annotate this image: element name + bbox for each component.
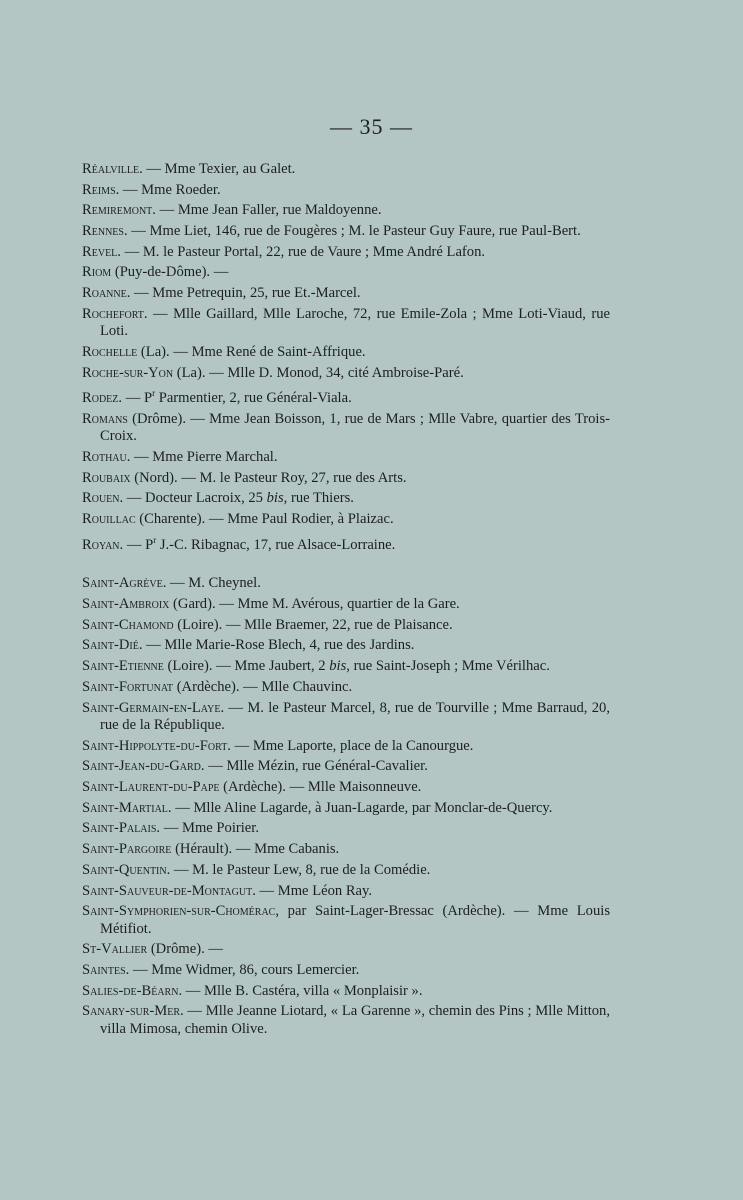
directory-entry: [82, 470, 610, 488]
directory-entry: [82, 883, 610, 901]
entry-place: Saint-Hippolyte-du-Fort.: [82, 737, 231, 754]
directory-entry: [82, 161, 610, 179]
entry-place: Reims.: [82, 181, 120, 198]
entry-place: Réalville.: [82, 161, 143, 177]
directory-entry: [82, 223, 610, 241]
entry-place: Riom: [82, 264, 112, 281]
entry-place: Roubaix: [82, 469, 131, 486]
directory-entry: [82, 202, 610, 220]
directory-entry: [82, 264, 610, 282]
entry-description: (Gard). — Mme M. Avérous, quartier de la Gare.: [169, 596, 460, 613]
directory-entry: [82, 862, 610, 880]
directory-entry: [82, 800, 610, 818]
entry-description: — Docteur Lacroix, 25 bis, rue Thiers.: [123, 490, 354, 507]
entry-place: Rochelle: [82, 344, 138, 360]
entry-description: — Mme Widmer, 86, cours Lemercier.: [129, 962, 360, 979]
entry-description: — Mme Roeder.: [119, 181, 221, 198]
entry-place: Saint-Pargoire: [82, 841, 172, 858]
entry-description: — Mlle Aline Lagarde, à Juan-Lagarde, par Monclar-de-Quercy.: [171, 799, 553, 816]
entry-description: (Hérault). — Mme Cabanis.: [171, 841, 340, 858]
entry-description: — Mme Petrequin, 25, rue Et.-Marcel.: [130, 285, 361, 302]
entry-place: Saint-Palais.: [82, 820, 161, 837]
entry-place: Royan.: [82, 536, 124, 553]
entry-description: (La). — Mme René de Saint-Affrique.: [137, 344, 366, 360]
entry-description: (Nord). — M. le Pasteur Roy, 27, rue des Arts.: [130, 469, 407, 486]
directory-entry: [82, 511, 610, 529]
directory-entry: [82, 637, 610, 655]
directory-entry: [82, 758, 610, 776]
directory-list: [82, 161, 610, 1042]
entry-description: — Mlle Jeanne Liotard, « La Garenne », chemin des Pins ; Mlle Mitton, villa Mimosa, chemin Olive.: [100, 1003, 610, 1037]
entry-description: — Mme Jean Faller, rue Maldoyenne.: [155, 202, 382, 219]
entry-description: — Mlle Mézin, rue Général-Cavalier.: [204, 758, 428, 775]
entry-description: — M. le Pasteur Portal, 22, rue de Vaure ; Mme André Lafon.: [120, 243, 486, 260]
directory-entry: [82, 385, 610, 407]
entry-place: Rothau.: [82, 449, 131, 466]
directory-entry: [82, 306, 610, 341]
entry-description: (Drôme). —: [147, 941, 223, 958]
entry-description: (Drôme). — Mme Jean Boisson, 1, rue de Mars ; Mlle Vabre, quartier des Trois-Croix.: [100, 410, 610, 445]
directory-entry: [82, 962, 610, 980]
entry-description: (Loire). — Mme Jaubert, 2 bis, rue Saint-Joseph ; Mme Vérilhac.: [163, 658, 550, 675]
entry-place: Saint-Dié.: [82, 637, 143, 654]
entry-place: Saint-Quentin.: [82, 861, 171, 878]
directory-entry: [82, 449, 610, 467]
directory-entry: [82, 658, 610, 676]
directory-entry: [82, 182, 610, 200]
entry-description: — M. le Pasteur Marcel, 8, rue de Tourville ; Mme Barraud, 20, rue de la République.: [100, 699, 610, 734]
directory-entry: [82, 596, 610, 614]
entry-place: Saint-Germain-en-Laye.: [82, 699, 225, 716]
directory-entry: [82, 1003, 610, 1038]
directory-entry: [82, 679, 610, 697]
entry-place: Remiremont.: [82, 202, 156, 219]
entry-description: — Mlle B. Castéra, villa « Monplaisir ».: [182, 982, 423, 999]
entry-place: Saint-Chamond: [82, 616, 174, 633]
entry-place: Rennes.: [82, 223, 128, 240]
entry-place: Saint-Ambroix: [82, 596, 170, 613]
entry-description: — Mlle Gaillard, Mlle Laroche, 72, rue Emile-Zola ; Mme Loti-Viaud, rue Loti.: [100, 305, 610, 340]
directory-entry: [82, 841, 610, 859]
directory-entry: [82, 903, 610, 938]
entry-description: — Mme Léon Ray.: [255, 882, 373, 899]
entry-description: — M. le Pasteur Lew, 8, rue de la Comédie.: [170, 861, 431, 878]
directory-entry: [82, 738, 610, 756]
entry-place: Revel.: [82, 243, 121, 260]
page-number: — 35 —: [330, 114, 413, 139]
entry-place: Saint-Martial.: [82, 799, 172, 816]
entry-place: Saint-Agrève.: [82, 575, 167, 592]
entry-description: — Mlle Marie-Rose Blech, 4, rue des Jardins.: [142, 637, 415, 654]
entry-place: Saint-Etienne: [82, 658, 164, 675]
entry-description: (Puy-de-Dôme). —: [111, 264, 229, 281]
entry-place: Romans: [82, 410, 128, 427]
directory-entry: [82, 941, 610, 959]
entry-place: St-Vallier: [82, 941, 148, 958]
entry-description: — $P^r$ J.-C. Ribagnac, 17, rue Alsace-Lorraine.: [123, 534, 396, 553]
entry-place: Salies-de-Béarn.: [82, 982, 183, 999]
entry-place: Rouen.: [82, 490, 124, 507]
entry-place: Rouillac: [82, 511, 136, 528]
directory-entry: [82, 779, 610, 797]
entry-description: (Ardèche). — Mlle Maisonneuve.: [219, 779, 422, 796]
directory-entry: [82, 244, 610, 262]
entry-place: Roanne.: [82, 285, 131, 302]
entry-description: par Saint-Lager-Bressac (Ardèche). — Mme Louis Métifiot.: [100, 903, 610, 937]
directory-entry: [82, 617, 610, 635]
entry-description: (La). — Mlle D. Monod, 34, cité Ambroise-Paré.: [173, 364, 464, 381]
directory-entry: [82, 365, 610, 383]
directory-entry: [82, 820, 610, 838]
entry-description: — M. Cheynel.: [166, 575, 261, 592]
entry-place: Roche-sur-Yon: [82, 364, 174, 381]
entry-description: (Charente). — Mme Paul Rodier, à Plaizac.: [135, 511, 394, 528]
entry-description: — Mme Texier, au Galet.: [142, 161, 296, 177]
entry-place: Rochefort.: [82, 305, 148, 322]
entry-place: Saint-Fortunat: [82, 678, 174, 695]
entry-description: (Ardèche). — Mlle Chauvinc.: [173, 678, 353, 695]
directory-entry: [82, 983, 610, 1001]
entry-place: Saint-Jean-du-Gard.: [82, 758, 205, 775]
directory-entry: [82, 700, 610, 735]
entry-description: — Mme Poirier.: [160, 820, 259, 837]
directory-entry: [82, 490, 610, 508]
entry-place: Rodez.: [82, 390, 123, 407]
directory-entry: [82, 285, 610, 303]
entry-description: — Mme Liet, 146, rue de Fougères ; M. le Pasteur Guy Faure, rue Paul-Bert.: [127, 223, 581, 240]
entry-place: Saint-Laurent-du-Pape: [82, 779, 220, 796]
entry-place: Saint-Symphorien-sur-Chomérac,: [82, 903, 279, 920]
section-gap: [82, 557, 610, 575]
directory-entry: [82, 575, 610, 593]
directory-entry: [82, 344, 610, 362]
entry-description: — Mme Laporte, place de la Canourgue.: [230, 737, 474, 754]
entry-place: Saintes.: [82, 962, 130, 979]
entry-description: — $P^r$ Parmentier, 2, rue Général-Viala.: [122, 388, 352, 407]
directory-entry: [82, 411, 610, 446]
entry-description: (Loire). — Mlle Braemer, 22, rue de Plaisance.: [173, 616, 453, 633]
directory-entry: [82, 532, 610, 554]
entry-place: Sanary-sur-Mer.: [82, 1003, 184, 1020]
entry-description: — Mme Pierre Marchal.: [130, 449, 278, 466]
entry-place: Saint-Sauveur-de-Montagut.: [82, 882, 256, 899]
